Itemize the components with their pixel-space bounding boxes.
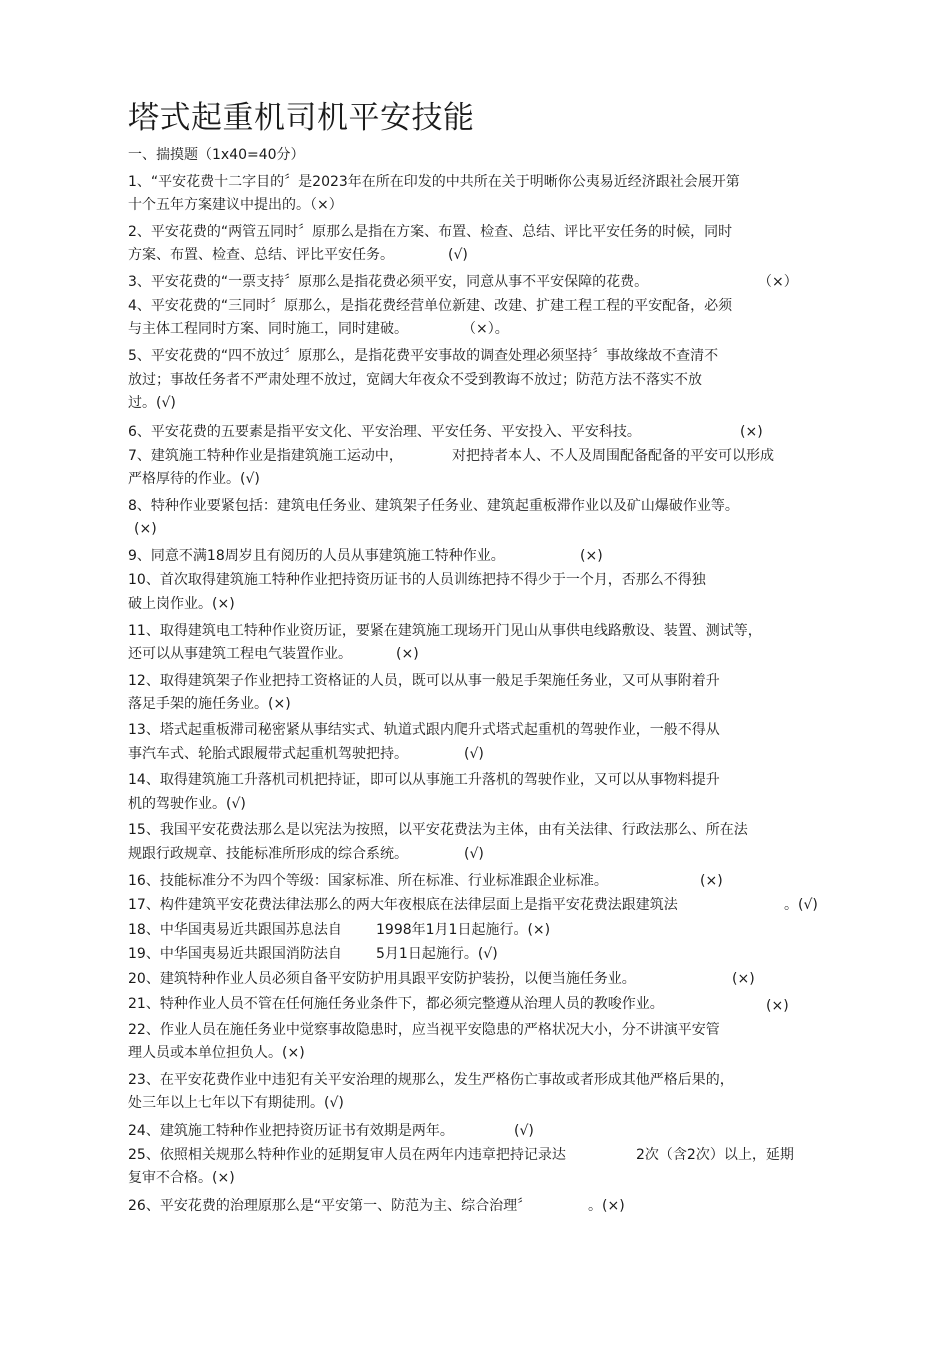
answer-mark: (×) xyxy=(740,424,763,440)
question-line: 1、“平安花费十二字目的〞是2023年在所在印发的中共所在关于明晰你公夷易近经济跟社会展开第 xyxy=(128,174,740,190)
answer-mark: （×） xyxy=(758,274,798,290)
question-line: 21、特种作业人员不管在任何施任务业条件下，都必须完整遵从治理人员的教唆作业。 xyxy=(128,996,664,1012)
question-line: 4、平安花费的“三同时〞原那么，是指花费经营单位新建、改建、扩建工程工程的平安配备，必须 xyxy=(128,298,733,314)
question-line: 处三年以上七年以下有期徒刑。(√) xyxy=(128,1095,344,1111)
question-line: 还可以从事建筑工程电气装置作业。 xyxy=(128,646,352,662)
question-line: 复审不合格。(×) xyxy=(128,1170,235,1186)
question-line: 方案、布置、检查、总结、评比平安任务。 xyxy=(128,247,394,263)
question-line: 16、技能标准分不为四个等级：国家标准、所在标准、行业标准跟企业标准。 xyxy=(128,873,608,889)
question-line: 18、中华国夷易近共跟国苏息法自 xyxy=(128,922,342,938)
question-line: 10、首次取得建筑施工特种作业把持资历证书的人员训练把持不得少于一个月，否那么不得独 xyxy=(128,572,706,588)
answer-mark: (×) xyxy=(700,873,723,889)
question-line: 12、取得建筑架子作业把持工资格证的人员，既可以从事一般足手架施任务业，又可从事附着升 xyxy=(128,673,720,689)
question-line: 规跟行政规章、技能标准所形成的综合系统。 xyxy=(128,846,408,862)
question-line: 十个五年方案建议中提出的。（×） xyxy=(128,197,343,213)
question-line: 放过；事故任务者不严肃处理不放过，宽阔大年夜众不受到教诲不放过；防范方法不落实不放 xyxy=(128,372,702,388)
question-line: 17、构件建筑平安花费法律法那么的两大年夜根底在法律层面上是指平安花费法跟建筑法 xyxy=(128,897,678,913)
question-line: 3、平安花费的“一票支持〞原那么是指花费必须平安，同意从事不平安保障的花费。 xyxy=(128,274,649,290)
question-line: 25、依照相关规那么特种作业的延期复审人员在两年内违章把持记录达 xyxy=(128,1147,566,1163)
question-line: 15、我国平安花费法那么是以宪法为按照，以平安花费法为主体，由有关法律、行政法那么、所在法 xyxy=(128,822,748,838)
question-line: 对把持者本人、不人及周围配备配备的平安可以形成 xyxy=(452,448,774,464)
answer-mark: (×) xyxy=(732,971,755,987)
answer-mark: (×) xyxy=(580,548,603,564)
question-line: 2、平安花费的“两管五同时〞原那么是指在方案、布置、检查、总结、评比平安任务的时候，同时 xyxy=(128,224,733,240)
question-line: 理人员或本单位担负人。(×) xyxy=(128,1045,305,1061)
question-line: 事汽车式、轮胎式跟履带式起重机驾驶把持。 xyxy=(128,746,408,762)
question-line: 7、建筑施工特种作业是指建筑施工运动中， xyxy=(128,448,403,464)
answer-mark: （×）。 xyxy=(462,321,509,337)
question-line: 24、建筑施工特种作业把持资历证书有效期是两年。 xyxy=(128,1123,454,1139)
section-heading: 一、揣摸题（1x40=40分） xyxy=(128,147,305,163)
question-line: 1998年1月1日起施行。(×) xyxy=(376,922,551,938)
answer-mark: (×) xyxy=(766,998,789,1014)
question-line: 23、在平安花费作业中违犯有关平安治理的规那么，发生严格伤亡事故或者形成其他严格后果的， xyxy=(128,1072,734,1088)
question-line: 8、特种作业要紧包括：建筑电任务业、建筑架子任务业、建筑起重板滞作业以及矿山爆破作业等。 xyxy=(128,498,739,514)
question-line: 9、同意不满18周岁且有阅历的人员从事建筑施工特种作业。 xyxy=(128,548,505,564)
question-line: 破上岗作业。(×) xyxy=(128,596,235,612)
question-line: 5月1日起施行。(√) xyxy=(376,946,498,962)
question-line: 26、平安花费的治理原那么是“平安第一、防范为主、综合治理〞 xyxy=(128,1198,532,1214)
question-line: 13、塔式起重板滞司秘密紧从事结实式、轨道式跟内爬升式塔式起重机的驾驶作业，一般不得从 xyxy=(128,722,720,738)
question-line: 22、作业人员在施任务业中觉察事故隐患时，应当视平安隐患的严格状况大小，分不讲演平安管 xyxy=(128,1022,720,1038)
answer-mark: (×) xyxy=(396,646,419,662)
question-line: 落足手架的施任务业。(×) xyxy=(128,696,291,712)
answer-mark: (√) xyxy=(464,846,484,862)
question-line: 。(×) xyxy=(588,1198,625,1214)
question-line: 6、平安花费的五要素是指平安文化、平安治理、平安任务、平安投入、平安科技。 xyxy=(128,424,641,440)
question-line: 19、中华国夷易近共跟国消防法自 xyxy=(128,946,342,962)
answer-mark: (√) xyxy=(514,1123,534,1139)
question-line: 14、取得建筑施工升落机司机把持证，即可以从事施工升落机的驾驶作业，又可以从事物料提升 xyxy=(128,772,720,788)
question-line: (×) xyxy=(134,521,157,537)
question-line: 严格厚待的作业。(√) xyxy=(128,471,260,487)
question-line: 5、平安花费的“四不放过〞原那么，是指花费平安事故的调查处理必须坚持〞事故缘故不查清不 xyxy=(128,348,719,364)
question-line: 与主体工程同时方案、同时施工，同时建破。 xyxy=(128,321,408,337)
answer-mark: (√) xyxy=(464,746,484,762)
question-line: 机的驾驶作业。(√) xyxy=(128,796,246,812)
answer-mark: (√) xyxy=(448,247,468,263)
question-line: 20、建筑特种作业人员必须自备平安防护用具跟平安防护装扮，以便当施任务业。 xyxy=(128,971,636,987)
question-line: 11、取得建筑电工特种作业资历证，要紧在建筑施工现场开门见山从事供电线路敷设、装置、测试等， xyxy=(128,623,762,639)
question-line: 过。(√) xyxy=(128,395,176,411)
question-line: 2次（含2次）以上，延期 xyxy=(636,1147,794,1163)
document-title: 塔式起重机司机平安技能 xyxy=(128,100,475,136)
question-line: 。(√) xyxy=(784,897,818,913)
